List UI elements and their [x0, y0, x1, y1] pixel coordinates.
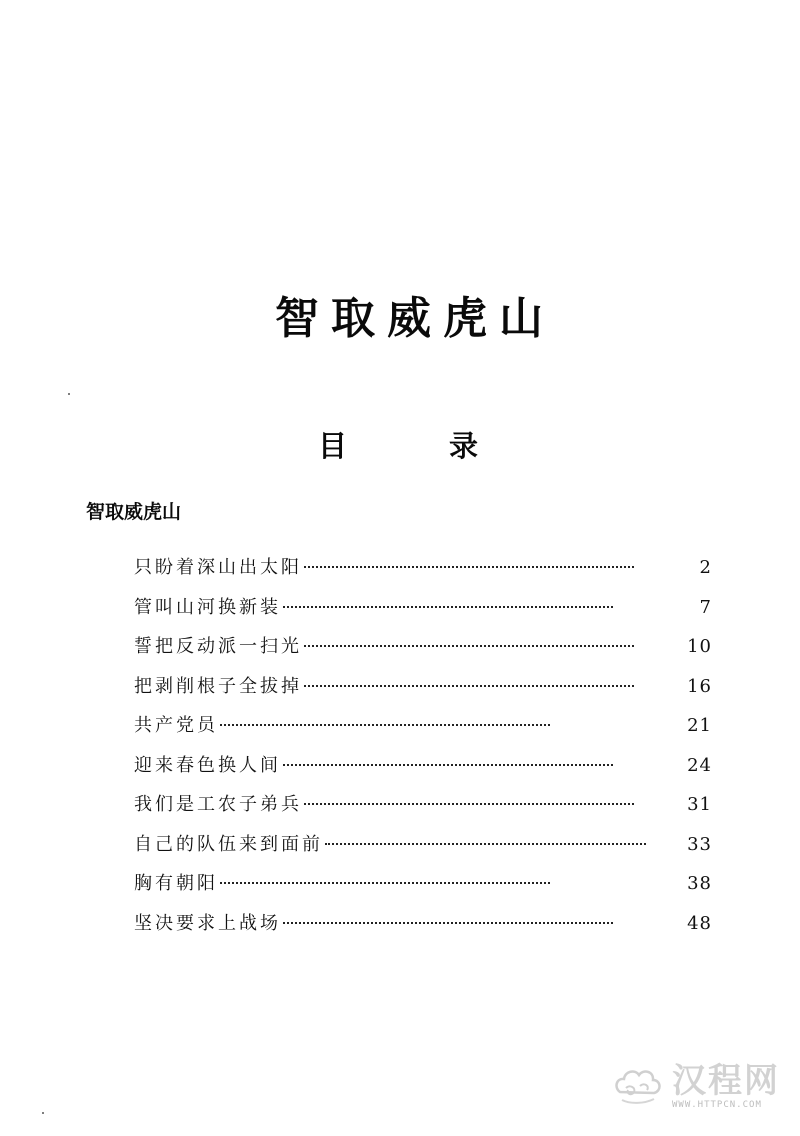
toc-entry[interactable] [134, 790, 712, 830]
toc-entry-page: 16 [687, 675, 712, 697]
toc-entry-page: 33 [687, 833, 712, 855]
toc-entry-label: 坚决要求上战场 [134, 912, 281, 934]
toc-entry-label: 把剥削根子全拔掉 [134, 675, 302, 697]
toc-entry[interactable] [134, 553, 712, 593]
toc-entry-label: 共产党员 [134, 715, 218, 736]
toc-entry-label: 迎来春色换人间 [134, 754, 281, 776]
watermark [610, 1058, 780, 1114]
watermark-text [672, 1062, 780, 1110]
watermark-name: 汉程网 [672, 1061, 780, 1101]
scan-speck [42, 1112, 44, 1114]
toc-entry-page: 2 [699, 557, 712, 578]
dot-leader [220, 882, 550, 884]
dot-leader [325, 843, 646, 845]
toc-heading [318, 424, 478, 465]
scan-speck [68, 393, 70, 395]
book-title: 智取威虎山 [275, 293, 555, 344]
toc-entry-page: 48 [687, 912, 712, 934]
dot-leader [304, 566, 634, 568]
dot-leader [283, 922, 613, 924]
chinese-cloud-logo-icon [610, 1058, 666, 1114]
toc-entry[interactable] [134, 672, 712, 712]
watermark-url: WWW.HTTPCN.COM [672, 1100, 762, 1110]
toc-entry-label: 胸有朝阳 [134, 873, 218, 894]
toc-entry[interactable] [134, 869, 712, 909]
dot-leader [220, 724, 550, 726]
toc-list [134, 553, 712, 948]
toc-entry[interactable] [134, 711, 712, 751]
toc-entry-page: 24 [687, 754, 712, 776]
toc-entry[interactable] [134, 830, 712, 870]
section-title: 智取威虎山 [86, 501, 182, 523]
toc-entry-label: 只盼着深山出太阳 [134, 557, 302, 578]
toc-entry[interactable] [134, 593, 712, 633]
toc-entry-page: 7 [699, 596, 712, 618]
toc-entry-label: 我们是工农子弟兵 [134, 794, 302, 815]
toc-heading-left: 目 [318, 429, 348, 463]
toc-entry-page: 31 [687, 794, 712, 815]
toc-entry[interactable] [134, 909, 712, 949]
toc-entry[interactable] [134, 632, 712, 672]
toc-entry-label: 誓把反动派一扫光 [134, 636, 302, 657]
toc-entry-page: 10 [687, 636, 712, 657]
dot-leader [304, 645, 634, 647]
dot-leader [283, 606, 613, 608]
toc-entry-page: 21 [687, 715, 712, 736]
toc-heading-right: 录 [448, 429, 478, 463]
toc-entry-label: 管叫山河换新装 [134, 596, 281, 618]
dot-leader [283, 764, 613, 766]
toc-entry-page: 38 [687, 873, 712, 894]
toc-entry-label: 自己的队伍来到面前 [134, 833, 323, 855]
dot-leader [304, 803, 634, 805]
dot-leader [304, 685, 634, 687]
toc-entry[interactable] [134, 751, 712, 791]
